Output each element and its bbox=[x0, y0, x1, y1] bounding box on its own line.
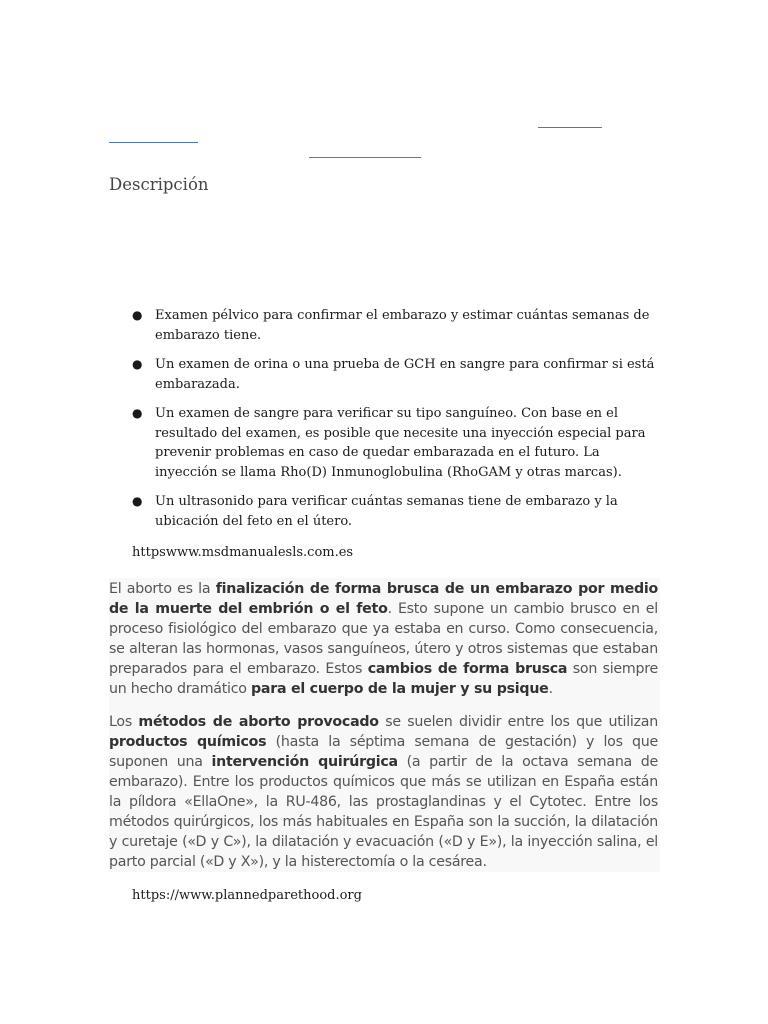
hyperlink-underline[interactable] bbox=[309, 157, 421, 158]
paragraph-text: (hasta la séptima semana de gestación) y los que suponen una bbox=[109, 734, 658, 770]
paragraph-text: . Esto supone un cambio brusco en el proceso fisiológico del embarazo que ya estaba en curso. Como consecuencia, se alteran las hormonas, vasos sanguíneos, útero y otros sistemas que estaban preparados para el embarazo. Estos bbox=[109, 601, 658, 677]
source-citation: https://www.plannedparethood.org bbox=[132, 888, 362, 903]
list-item bbox=[132, 492, 662, 531]
list-item-text: Un examen de sangre para verificar su tipo sanguíneo. Con base en el resultado del examen, es posible que necesite una inyección especial para prevenir problemas en caso de quedar embarazada en el futuro. La inyección se llama Rho(D) Inmunoglobulina (RhoGAM y otras marcas). bbox=[155, 406, 646, 480]
bullet-icon: ● bbox=[132, 357, 143, 371]
list-item bbox=[132, 355, 662, 394]
paragraph-bold-text: intervención quirúrgica bbox=[211, 754, 398, 770]
paragraph-text: . bbox=[548, 681, 553, 697]
list-item-text: Un examen de orina o una prueba de GCH en sangre para confirmar si está embarazada. bbox=[155, 357, 655, 392]
paragraph-text: El aborto es la bbox=[109, 581, 216, 597]
paragraph-bold-text: productos químicos bbox=[109, 734, 267, 750]
paragraph-bold-text: finalización de forma brusca de un embarazo por medio de la muerte del embrión o el feto bbox=[109, 581, 658, 617]
paragraph-bold-text: para el cuerpo de la mujer y su psique bbox=[251, 681, 549, 697]
paragraph-bold-text: métodos de aborto provocado bbox=[138, 714, 379, 730]
section-heading: Descripción bbox=[109, 175, 209, 194]
list-item-text: Un ultrasonido para verificar cuántas semanas tiene de embarazo y la ubicación del feto en el útero. bbox=[155, 494, 618, 529]
abortion-methods-paragraph bbox=[109, 712, 658, 872]
abortion-definition-paragraph bbox=[109, 579, 658, 699]
paragraph-text: Los bbox=[109, 714, 139, 730]
paragraph-text: (a partir de la octava semana de embarazo). Entre los productos químicos que más se utilizan en España están la píldora «EllaOne», la RU-486, las prostaglandinas y el Cytotec. Entre los métodos quirúrgicos, los más habituales en España son la succión, la dilatación y curetaje («D y C»), la dilatación y evacuación («D y E»), la inyección salina, el parto parcial («D y X»), y la histerectomía o la cesárea. bbox=[109, 754, 658, 870]
list-item bbox=[132, 306, 662, 345]
bullet-icon: ● bbox=[132, 494, 143, 508]
paragraph-bold-text: cambios de forma brusca bbox=[367, 661, 568, 677]
hyperlink-underline[interactable] bbox=[538, 127, 602, 128]
paragraph-text: son siempre un hecho dramático bbox=[109, 661, 658, 697]
hyperlink-underline[interactable] bbox=[109, 142, 198, 143]
bullet-icon: ● bbox=[132, 406, 143, 420]
source-citation: httpswww.msdmanualesls.com.es bbox=[132, 545, 354, 560]
bullet-icon: ● bbox=[132, 308, 143, 322]
list-item-text: Examen pélvico para confirmar el embarazo y estimar cuántas semanas de embarazo tiene. bbox=[155, 308, 650, 343]
exam-list bbox=[132, 306, 662, 541]
paragraph-text: se suelen dividir entre los que utilizan bbox=[378, 714, 658, 730]
list-item bbox=[132, 404, 662, 482]
